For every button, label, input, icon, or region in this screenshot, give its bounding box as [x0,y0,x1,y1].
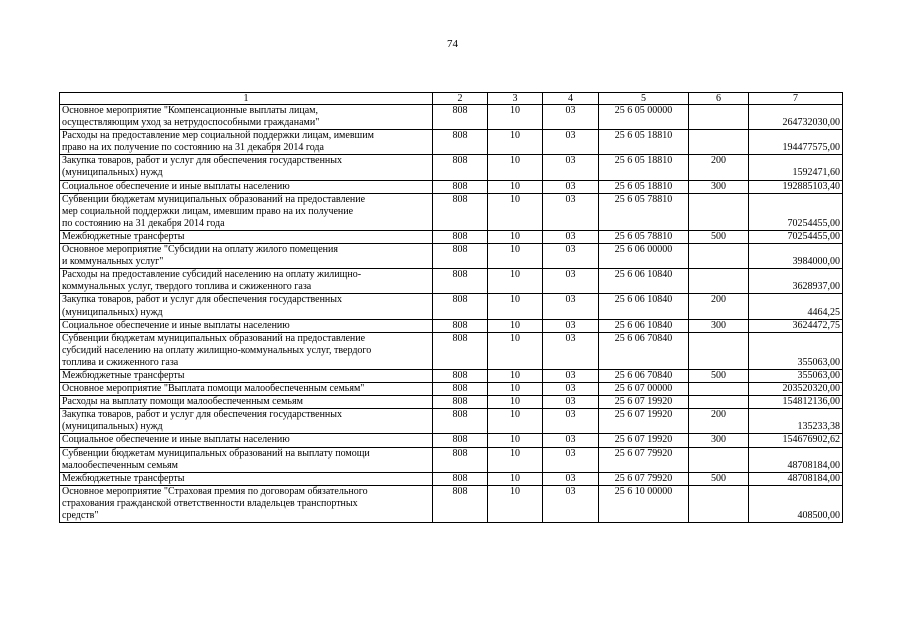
cell-col-6: 500 [689,369,749,382]
table-row [60,369,843,382]
cell-col-3: 10 [488,105,543,130]
row-name [60,180,433,193]
cell-col-6 [689,130,749,155]
cell-amount: 3984000,00 [749,244,843,269]
cell-col-4: 03 [543,409,599,434]
cell-col-6 [689,269,749,294]
cell-col-5: 25 6 06 70840 [599,332,689,369]
cell-col-3: 10 [488,155,543,180]
cell-amount: 203520320,00 [749,383,843,396]
table-row [60,155,843,180]
cell-col-2: 808 [433,180,488,193]
table-row [60,332,843,369]
cell-col-3: 10 [488,193,543,230]
row-name-line: мер социальной поддержки лицам, имевшим право на их получение [62,205,354,217]
cell-amount: 408500,00 [749,485,843,522]
cell-col-3: 10 [488,244,543,269]
cell-col-3: 10 [488,485,543,522]
cell-col-3: 10 [488,369,543,382]
cell-col-5: 25 6 05 18810 [599,155,689,180]
cell-col-4: 03 [543,180,599,193]
header-cell: 1 [60,93,433,105]
cell-amount: 264732030,00 [749,105,843,130]
header-cell: 4 [543,93,599,105]
page-number: 74 [447,38,458,50]
row-name-line: Социальное обеспечение и иные выплаты населению [62,434,290,446]
row-name [60,155,433,180]
cell-col-4: 03 [543,193,599,230]
table-row [60,485,843,522]
row-name-line: Расходы на выплату помощи малообеспеченным семьям [62,396,303,408]
cell-col-5: 25 6 06 10840 [599,269,689,294]
row-name [60,447,433,472]
row-name [60,269,433,294]
cell-col-5: 25 6 05 78810 [599,230,689,243]
cell-col-2: 808 [433,485,488,522]
row-name-line: Основное мероприятие "Компенсационные выплаты лицам, [62,105,318,116]
cell-col-6 [689,447,749,472]
cell-col-3: 10 [488,472,543,485]
cell-col-6 [689,193,749,230]
cell-col-5: 25 6 06 10840 [599,294,689,319]
row-name-line: (муниципальных) нужд [62,421,163,433]
row-name [60,332,433,369]
table-row [60,294,843,319]
cell-col-3: 10 [488,130,543,155]
cell-col-6: 500 [689,230,749,243]
cell-col-3: 10 [488,332,543,369]
cell-col-5: 25 6 06 00000 [599,244,689,269]
row-name [60,369,433,382]
cell-col-4: 03 [543,472,599,485]
row-name-line: Субвенции бюджетам муниципальных образований на предоставление [62,332,366,344]
cell-col-2: 808 [433,472,488,485]
row-name [60,396,433,409]
row-name-line: Межбюджетные трансферты [62,472,185,484]
cell-col-3: 10 [488,294,543,319]
cell-col-4: 03 [543,244,599,269]
cell-amount: 154676902,62 [749,434,843,447]
header-row [60,93,843,105]
cell-col-3: 10 [488,230,543,243]
cell-col-2: 808 [433,409,488,434]
cell-col-2: 808 [433,396,488,409]
cell-amount: 192885103,40 [749,180,843,193]
cell-amount: 194477575,00 [749,130,843,155]
cell-col-4: 03 [543,105,599,130]
row-name [60,383,433,396]
row-name-line: Закупка товаров, работ и услуг для обеспечения государственных [62,294,343,306]
row-name-line: и коммунальных услуг" [62,256,164,268]
cell-col-2: 808 [433,105,488,130]
cell-col-4: 03 [543,269,599,294]
row-name-line: (муниципальных) нужд [62,306,163,318]
cell-amount: 1592471,60 [749,155,843,180]
table-row [60,409,843,434]
table-row [60,193,843,230]
row-name-line: по состоянию на 31 декабря 2014 года [62,217,225,229]
row-name-line: средств" [62,510,99,521]
row-name-line: страхования гражданской ответственности владельцев транспортных [62,497,358,509]
cell-col-5: 25 6 07 19920 [599,434,689,447]
row-name-line: Межбюджетные трансферты [62,369,185,381]
row-name-line: Расходы на предоставление мер социальной поддержки лицам, имевшим [62,130,374,142]
row-name [60,294,433,319]
cell-col-5: 25 6 10 00000 [599,485,689,522]
table-row [60,472,843,485]
cell-col-4: 03 [543,485,599,522]
header-cell: 2 [433,93,488,105]
header-cell: 7 [749,93,843,105]
row-name-line: Субвенции бюджетам муниципальных образований на предоставление [62,193,366,205]
table-row [60,383,843,396]
table-row [60,244,843,269]
cell-col-4: 03 [543,130,599,155]
row-name-line: Закупка товаров, работ и услуг для обеспечения государственных [62,155,343,167]
row-name-line: (муниципальных) нужд [62,167,163,179]
row-name-line: коммунальных услуг, твердого топлива и сжиженного газа [62,281,312,293]
row-name [60,485,433,522]
table-row [60,396,843,409]
row-name-line: субсидий населению на оплату жилищно-коммунальных услуг, твердого [62,344,372,356]
cell-col-6: 200 [689,409,749,434]
row-name-line: Основное мероприятие "Страховая премия по договорам обязательного [62,485,368,497]
cell-col-5: 25 6 07 19920 [599,396,689,409]
cell-col-2: 808 [433,332,488,369]
row-name-line: Межбюджетные трансферты [62,230,185,242]
cell-col-3: 10 [488,383,543,396]
cell-col-4: 03 [543,155,599,180]
cell-col-4: 03 [543,230,599,243]
row-name-line: малообеспеченным семьям [62,459,178,471]
cell-col-6: 200 [689,155,749,180]
table-row [60,105,843,130]
cell-col-6: 500 [689,472,749,485]
row-name-line: Закупка товаров, работ и услуг для обеспечения государственных [62,409,343,421]
row-name [60,193,433,230]
cell-col-2: 808 [433,130,488,155]
row-name-line: Основное мероприятие "Субсидии на оплату жилого помещения [62,244,338,256]
cell-col-5: 25 6 05 18810 [599,180,689,193]
cell-col-2: 808 [433,269,488,294]
cell-col-2: 808 [433,383,488,396]
cell-col-3: 10 [488,180,543,193]
cell-col-4: 03 [543,294,599,319]
cell-col-6: 300 [689,319,749,332]
cell-amount: 70254455,00 [749,230,843,243]
cell-col-3: 10 [488,409,543,434]
cell-amount: 135233,38 [749,409,843,434]
cell-amount: 355063,00 [749,332,843,369]
table-row [60,269,843,294]
row-name-line: Субвенции бюджетам муниципальных образований на выплату помощи [62,447,370,459]
row-name [60,130,433,155]
cell-col-4: 03 [543,396,599,409]
table-row [60,230,843,243]
row-name [60,409,433,434]
table-row [60,319,843,332]
cell-amount: 3628937,00 [749,269,843,294]
cell-col-2: 808 [433,447,488,472]
cell-col-2: 808 [433,230,488,243]
cell-amount: 48708184,00 [749,472,843,485]
table-row [60,180,843,193]
cell-col-2: 808 [433,369,488,382]
cell-col-4: 03 [543,383,599,396]
cell-amount: 70254455,00 [749,193,843,230]
cell-amount: 355063,00 [749,369,843,382]
cell-col-2: 808 [433,155,488,180]
cell-col-5: 25 6 07 00000 [599,383,689,396]
cell-col-5: 25 6 05 00000 [599,105,689,130]
cell-col-5: 25 6 06 10840 [599,319,689,332]
header-cell: 5 [599,93,689,105]
row-name-line: Расходы на предоставление субсидий населению на оплату жилищно- [62,269,362,281]
cell-col-2: 808 [433,294,488,319]
cell-col-3: 10 [488,447,543,472]
cell-col-5: 25 6 05 78810 [599,193,689,230]
cell-col-2: 808 [433,319,488,332]
cell-col-6 [689,485,749,522]
row-name [60,472,433,485]
cell-amount: 3624472,75 [749,319,843,332]
cell-col-3: 10 [488,434,543,447]
cell-col-4: 03 [543,319,599,332]
cell-col-2: 808 [433,193,488,230]
row-name-line: Социальное обеспечение и иные выплаты населению [62,180,290,192]
cell-amount: 48708184,00 [749,447,843,472]
cell-col-4: 03 [543,434,599,447]
row-name [60,244,433,269]
cell-col-6 [689,244,749,269]
cell-amount: 4464,25 [749,294,843,319]
table-body [60,105,843,523]
row-name-line: осуществляющим уход за нетрудоспособными гражданами" [62,117,320,129]
cell-col-6 [689,105,749,130]
cell-col-5: 25 6 07 79920 [599,472,689,485]
header-cell: 6 [689,93,749,105]
cell-col-6 [689,332,749,369]
cell-col-5: 25 6 06 70840 [599,369,689,382]
cell-col-6 [689,383,749,396]
cell-col-5: 25 6 05 18810 [599,130,689,155]
row-name [60,230,433,243]
table-row [60,434,843,447]
row-name [60,434,433,447]
cell-amount: 154812136,00 [749,396,843,409]
budget-table [59,92,843,523]
cell-col-3: 10 [488,319,543,332]
cell-col-4: 03 [543,369,599,382]
row-name [60,105,433,130]
cell-col-6 [689,396,749,409]
row-name-line: Основное мероприятие "Выплата помощи малообеспеченным семьям" [62,383,365,395]
cell-col-3: 10 [488,396,543,409]
cell-col-6: 300 [689,180,749,193]
row-name-line: право на их получение по состоянию на 31 декабря 2014 года [62,142,324,154]
cell-col-3: 10 [488,269,543,294]
cell-col-4: 03 [543,332,599,369]
table-row [60,130,843,155]
row-name-line: топлива и сжиженного газа [62,356,179,368]
cell-col-4: 03 [543,447,599,472]
cell-col-5: 25 6 07 79920 [599,447,689,472]
row-name-line: Социальное обеспечение и иные выплаты населению [62,319,290,331]
cell-col-2: 808 [433,244,488,269]
row-name [60,319,433,332]
table-row [60,447,843,472]
cell-col-6: 300 [689,434,749,447]
cell-col-6: 200 [689,294,749,319]
cell-col-5: 25 6 07 19920 [599,409,689,434]
cell-col-2: 808 [433,434,488,447]
header-cell: 3 [488,93,543,105]
